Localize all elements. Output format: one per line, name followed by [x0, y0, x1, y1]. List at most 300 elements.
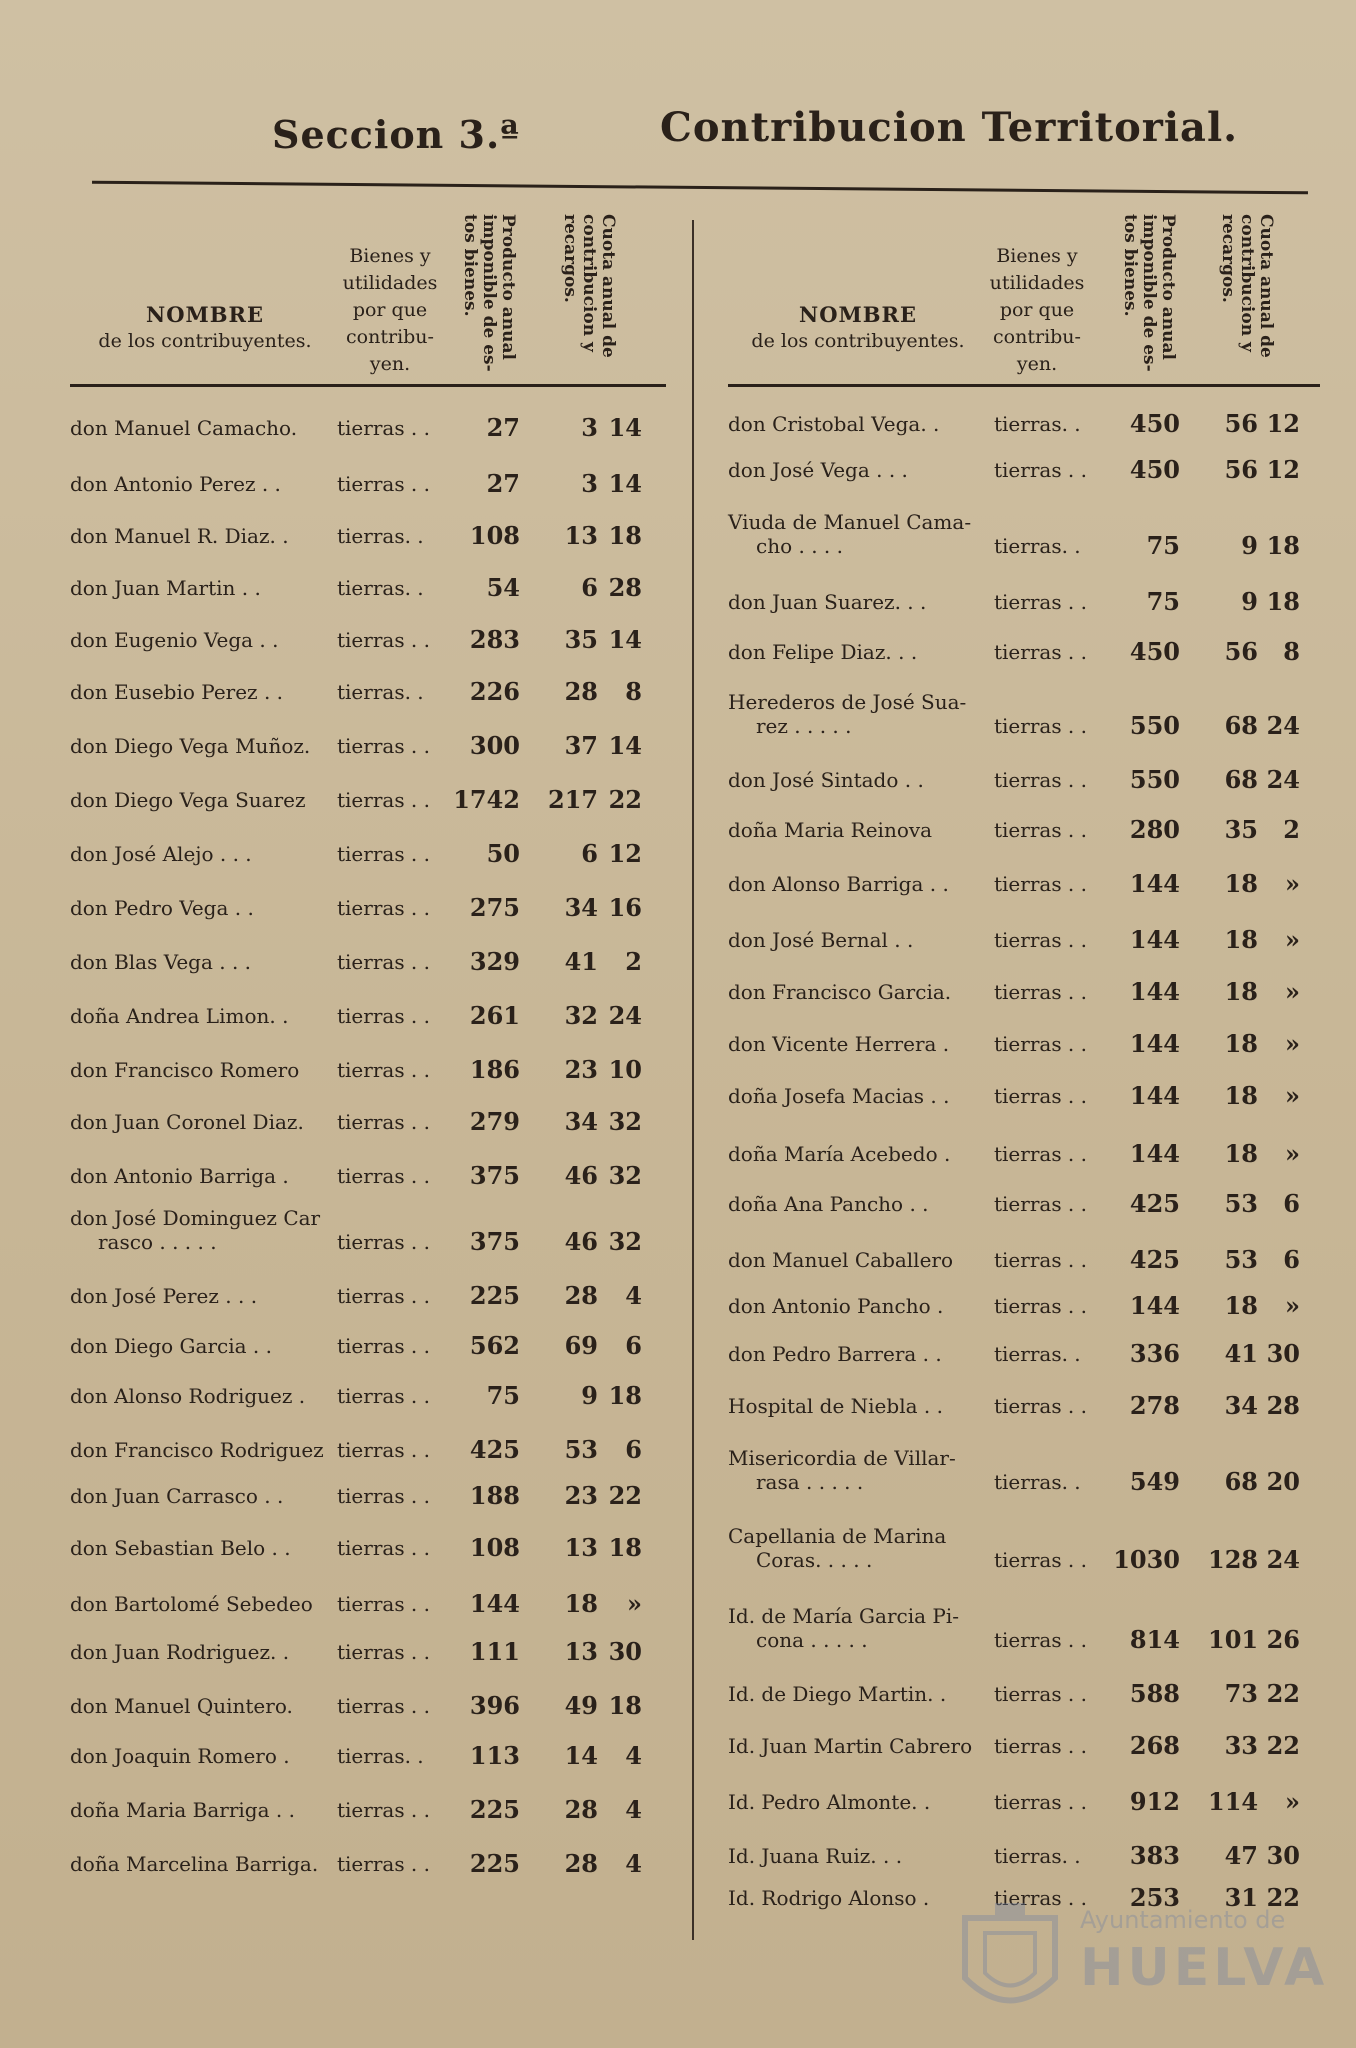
taxpayer-name	[728, 510, 971, 558]
quota-maravedis-cell: 8	[625, 677, 642, 706]
goods-cell: tierras . .	[337, 1004, 431, 1028]
quota-reales-cell: 9	[1241, 531, 1258, 560]
taxpayer-name-line: don José Vega . . .	[728, 458, 908, 482]
table-row	[70, 508, 666, 548]
product-column-header: Producto anual imponible de es-tos bienes.	[460, 214, 518, 372]
quota-reales-cell: 18	[1224, 869, 1258, 898]
table-row	[70, 772, 666, 812]
quota-reales-cell: 53	[564, 1435, 598, 1464]
taxpayer-name-line: Id. Rodrigo Alonso .	[728, 1886, 930, 1910]
goods-cell: tierras . .	[994, 1294, 1088, 1318]
quota-maravedis-cell: »	[1285, 1139, 1300, 1168]
quota-reales-cell: 68	[1224, 1467, 1258, 1496]
taxpayer-name	[70, 1110, 304, 1134]
taxpayer-name-line: don Alonso Barriga . .	[728, 872, 949, 896]
taxpayer-name	[70, 628, 278, 652]
quota-maravedis-cell: 26	[1266, 1625, 1300, 1654]
product-cell: 300	[469, 731, 520, 760]
header-rule	[92, 181, 1308, 195]
taxpayer-name	[728, 1294, 943, 1318]
table-row	[70, 612, 666, 652]
product-cell: 396	[469, 1691, 520, 1720]
product-cell: 1030	[1113, 1545, 1180, 1574]
product-cell: 75	[1146, 531, 1180, 560]
table-row	[70, 1520, 666, 1560]
taxpayer-name-line: don Alonso Rodriguez .	[70, 1384, 306, 1408]
quota-maravedis-cell: 18	[608, 521, 642, 550]
taxpayer-name	[728, 412, 939, 436]
taxpayer-name-line: don Juan Suarez. . .	[728, 590, 927, 614]
quota-maravedis-cell: 20	[1266, 1467, 1300, 1496]
taxpayer-name-line: don Sebastian Belo . .	[70, 1536, 291, 1560]
taxpayer-name-line: don José Dominguez Car	[70, 1206, 321, 1230]
taxpayer-name	[728, 1342, 942, 1366]
table-row	[728, 1446, 1320, 1496]
goods-cell: tierras . .	[337, 1852, 431, 1876]
taxpayer-name-line: don Eusebio Perez . .	[70, 680, 284, 704]
product-cell: 279	[469, 1107, 520, 1136]
quota-maravedis-cell: 6	[1283, 1245, 1300, 1274]
quota-reales-cell: 69	[564, 1331, 598, 1360]
product-cell: 226	[469, 677, 520, 706]
product-cell: 383	[1129, 1841, 1180, 1870]
goods-cell: tierras . .	[337, 1438, 431, 1462]
table-row	[728, 1278, 1320, 1318]
quota-reales-cell: 18	[1224, 1139, 1258, 1168]
taxpayer-name-line: don José Perez . . .	[70, 1284, 258, 1308]
quota-reales-cell: 68	[1224, 765, 1258, 794]
table-row	[728, 396, 1320, 436]
product-cell: 1742	[453, 785, 520, 814]
name-heading: NOMBRE	[146, 302, 264, 327]
goods-cell: tierras . .	[337, 1798, 431, 1822]
goods-heading-line: utilidades	[342, 272, 438, 294]
goods-cell: tierras . .	[337, 788, 431, 812]
goods-cell: tierras . .	[337, 1640, 431, 1664]
product-cell: 275	[469, 893, 520, 922]
product-cell: 261	[469, 1001, 520, 1030]
quota-reales-cell: 56	[1224, 637, 1258, 666]
table-row	[728, 1718, 1320, 1758]
taxpayer-name	[70, 1284, 257, 1308]
table-row	[70, 880, 666, 920]
quota-maravedis-cell: »	[1285, 925, 1300, 954]
product-cell: 549	[1129, 1467, 1180, 1496]
product-cell: 375	[469, 1227, 520, 1256]
taxpayer-name	[728, 1734, 972, 1758]
product-cell: 450	[1129, 409, 1180, 438]
product-cell: 225	[469, 1795, 520, 1824]
quota-maravedis-cell: 2	[625, 947, 642, 976]
quota-maravedis-cell: 22	[1266, 1679, 1300, 1708]
quota-maravedis-cell: 24	[1266, 711, 1300, 740]
quota-reales-cell: 18	[1224, 1029, 1258, 1058]
taxpayer-name	[70, 1438, 324, 1462]
goods-cell: tierras. .	[994, 1844, 1081, 1868]
product-cell: 225	[469, 1849, 520, 1878]
goods-cell: tierras. .	[337, 680, 424, 704]
table-row	[728, 1774, 1320, 1814]
taxpayer-name	[728, 818, 932, 842]
quota-maravedis-cell: »	[627, 1589, 642, 1618]
taxpayer-name	[728, 980, 951, 1004]
quota-reales-cell: 34	[564, 893, 598, 922]
name-subheading: de los contribuyentes.	[751, 330, 965, 352]
product-cell: 814	[1129, 1625, 1180, 1654]
goods-cell: tierras . .	[994, 640, 1088, 664]
taxpayer-name	[70, 524, 289, 548]
quota-maravedis-cell: 24	[1266, 765, 1300, 794]
quota-maravedis-cell: 4	[625, 1795, 642, 1824]
product-cell: 588	[1129, 1679, 1180, 1708]
taxpayer-name	[728, 928, 913, 952]
product-cell: 253	[1129, 1883, 1180, 1912]
taxpayer-name-line: don Eugenio Vega . .	[70, 628, 279, 652]
quota-maravedis-cell: 30	[608, 1637, 642, 1666]
goods-cell: tierras . .	[994, 1886, 1088, 1910]
goods-cell: tierras . .	[994, 1032, 1088, 1056]
product-cell: 425	[1129, 1245, 1180, 1274]
goods-cell: tierras . .	[994, 1790, 1088, 1814]
table-row	[728, 1068, 1320, 1108]
quota-maravedis-cell: »	[1285, 1029, 1300, 1058]
quota-reales-cell: 18	[564, 1589, 598, 1618]
quota-maravedis-cell: 28	[608, 573, 642, 602]
quota-maravedis-cell: 22	[608, 785, 642, 814]
taxpayer-name-line: don Antonio Pancho .	[728, 1294, 944, 1318]
quota-reales-cell: 37	[564, 731, 598, 760]
quota-reales-cell: 68	[1224, 711, 1258, 740]
table-row	[728, 1604, 1320, 1654]
goods-cell: tierras . .	[994, 928, 1088, 952]
goods-heading-line: por que	[352, 299, 428, 321]
taxpayer-name-line: rez . . . . .	[756, 714, 852, 738]
product-cell: 336	[1129, 1339, 1180, 1368]
quota-reales-cell: 6	[581, 573, 598, 602]
table-row	[728, 1828, 1320, 1868]
taxpayer-name	[728, 458, 908, 482]
product-cell: 108	[469, 1533, 520, 1562]
taxpayer-name	[728, 1682, 946, 1706]
goods-cell: tierras . .	[337, 1058, 431, 1082]
taxpayer-name	[728, 1524, 946, 1572]
quota-maravedis-cell: 2	[1283, 815, 1300, 844]
taxpayer-name-line: Coras. . . . .	[756, 1548, 873, 1572]
table-row	[70, 934, 666, 974]
table-row	[728, 1326, 1320, 1366]
taxpayer-name	[728, 1394, 943, 1418]
taxpayer-name	[728, 690, 966, 738]
goods-heading-line: utilidades	[989, 272, 1085, 294]
taxpayer-name	[70, 896, 254, 920]
quota-reales-cell: 46	[564, 1227, 598, 1256]
product-cell: 54	[486, 573, 520, 602]
goods-cell: tierras . .	[994, 714, 1088, 738]
goods-cell: tierras . .	[994, 1248, 1088, 1272]
quota-reales-cell: 9	[581, 1381, 598, 1410]
quota-maravedis-cell: 32	[608, 1161, 642, 1190]
name-heading: NOMBRE	[799, 302, 917, 327]
quota-column-header: Cuota anual de contribucion y recargos.	[1218, 214, 1276, 358]
goods-heading-line: contribu-	[346, 326, 434, 348]
taxpayer-name	[728, 1790, 930, 1814]
table-row	[728, 1524, 1320, 1574]
taxpayer-name-line: don Vicente Herrera .	[728, 1032, 950, 1056]
quota-reales-cell: 101	[1208, 1625, 1259, 1654]
product-cell: 329	[469, 947, 520, 976]
taxpayer-name	[728, 1886, 929, 1910]
quota-reales-cell: 35	[564, 625, 598, 654]
quota-reales-cell: 18	[1224, 1081, 1258, 1110]
table-row	[70, 1042, 666, 1082]
table-row	[728, 1666, 1320, 1706]
quota-reales-cell: 6	[581, 839, 598, 868]
taxpayer-name-line: Id. de Diego Martin. .	[728, 1682, 947, 1706]
taxpayer-name-line: don Pedro Vega . .	[70, 896, 254, 920]
watermark	[950, 1898, 1329, 2028]
taxpayer-name-line: cona . . . . .	[756, 1628, 868, 1652]
product-cell: 283	[469, 625, 520, 654]
product-cell: 144	[1129, 1029, 1180, 1058]
quota-reales-cell: 23	[564, 1481, 598, 1510]
taxpayer-name-line: Capellania de Marina	[728, 1524, 947, 1548]
taxpayer-name-line: Herederos de José Sua-	[728, 690, 967, 714]
name-column-header	[728, 302, 988, 354]
goods-cell: tierras . .	[337, 1384, 431, 1408]
quota-maravedis-cell: 8	[1283, 637, 1300, 666]
table-row	[70, 826, 666, 866]
coat-of-arms-icon	[950, 1898, 1070, 2028]
quota-maravedis-cell: 4	[625, 1281, 642, 1310]
taxpayer-name	[70, 1206, 320, 1254]
product-cell: 278	[1129, 1391, 1180, 1420]
taxpayer-name	[728, 1142, 950, 1166]
quota-maravedis-cell: 22	[1266, 1883, 1300, 1912]
quota-maravedis-cell: 28	[1266, 1391, 1300, 1420]
taxpayer-name-line: Id. de María Garcia Pi-	[728, 1604, 960, 1628]
quota-reales-cell: 3	[581, 413, 598, 442]
product-cell: 912	[1129, 1787, 1180, 1816]
quota-maravedis-cell: 24	[1266, 1545, 1300, 1574]
goods-cell: tierras . .	[337, 472, 431, 496]
taxpayer-name-line: don Francisco Rodriguez	[70, 1438, 324, 1462]
product-cell: 144	[1129, 1081, 1180, 1110]
goods-cell: tierras . .	[994, 590, 1088, 614]
quota-maravedis-cell: 30	[1266, 1841, 1300, 1870]
taxpayer-name	[70, 576, 261, 600]
product-cell: 144	[1129, 869, 1180, 898]
taxpayer-name	[70, 416, 297, 440]
product-cell: 144	[1129, 1291, 1180, 1320]
quota-reales-cell: 49	[564, 1691, 598, 1720]
quota-maravedis-cell: »	[1285, 1787, 1300, 1816]
table-row	[728, 574, 1320, 614]
taxpayer-name-line: don Juan Coronel Diaz.	[70, 1110, 304, 1134]
taxpayer-name-line: doña Marcelina Barriga.	[70, 1852, 319, 1876]
taxpayer-name-line: doña Maria Reinova	[728, 818, 933, 842]
table-row	[70, 664, 666, 704]
table-row	[728, 690, 1320, 740]
quota-maravedis-cell: 14	[608, 625, 642, 654]
goods-cell: tierras . .	[337, 1110, 431, 1134]
quota-maravedis-cell: 18	[608, 1381, 642, 1410]
taxpayer-name	[70, 1484, 283, 1508]
taxpayer-name-line: don Juan Carrasco . .	[70, 1484, 284, 1508]
product-cell: 144	[1129, 977, 1180, 1006]
quota-maravedis-cell: 30	[1266, 1339, 1300, 1368]
table-row	[70, 1782, 666, 1822]
name-subheading: de los contribuyentes.	[98, 330, 312, 352]
taxpayer-name-line: Misericordia de Villar-	[728, 1446, 956, 1470]
quota-reales-cell: 34	[1224, 1391, 1258, 1420]
goods-heading-line: yen.	[369, 353, 411, 375]
goods-cell: tierras . .	[994, 872, 1088, 896]
table-row	[728, 1126, 1320, 1166]
goods-heading-line: yen.	[1016, 353, 1058, 375]
product-cell: 186	[469, 1055, 520, 1084]
taxpayer-name-line: don Francisco Romero	[70, 1058, 300, 1082]
quota-reales-cell: 13	[564, 1637, 598, 1666]
product-cell: 144	[1129, 1139, 1180, 1168]
product-cell: 268	[1129, 1731, 1180, 1760]
quota-maravedis-cell: 14	[608, 413, 642, 442]
product-cell: 27	[486, 413, 520, 442]
table-row	[70, 1368, 666, 1408]
goods-cell: tierras . .	[994, 1548, 1088, 1572]
quota-maravedis-cell: »	[1285, 1291, 1300, 1320]
goods-cell: tierras . .	[994, 1628, 1088, 1652]
product-cell: 75	[1146, 587, 1180, 616]
product-cell: 562	[469, 1331, 520, 1360]
taxpayer-name-line: Id. Pedro Almonte. .	[728, 1790, 931, 1814]
taxpayer-name-line: doña Ana Pancho . .	[728, 1192, 929, 1216]
product-cell: 425	[1129, 1189, 1180, 1218]
taxpayer-name	[70, 1164, 289, 1188]
taxpayer-name	[728, 1604, 959, 1652]
table-row	[728, 856, 1320, 896]
quota-reales-cell: 28	[564, 1795, 598, 1824]
goods-cell: tierras . .	[994, 1192, 1088, 1216]
name-column-header	[70, 302, 340, 354]
product-cell: 111	[469, 1637, 520, 1666]
goods-cell: tierras. .	[337, 524, 424, 548]
right-table-header	[728, 200, 1320, 387]
quota-reales-cell: 28	[564, 1849, 598, 1878]
goods-cell: tierras . .	[337, 1284, 431, 1308]
taxpayer-name	[70, 1694, 293, 1718]
table-row	[70, 1836, 666, 1876]
taxpayer-name	[70, 1640, 289, 1664]
taxpayer-name-line: doña Andrea Limon. .	[70, 1004, 289, 1028]
quota-maravedis-cell: 18	[1266, 587, 1300, 616]
quota-maravedis-cell: 24	[608, 1001, 642, 1030]
quota-reales-cell: 34	[564, 1107, 598, 1136]
taxpayer-name-line: don Felipe Diaz. . .	[728, 640, 918, 664]
taxpayer-name-line: don Antonio Perez . .	[70, 472, 281, 496]
quota-reales-cell: 53	[1224, 1189, 1258, 1218]
quota-maravedis-cell: 6	[625, 1435, 642, 1464]
quota-maravedis-cell: »	[1285, 869, 1300, 898]
table-row	[728, 752, 1320, 792]
goods-cell: tierras . .	[994, 1142, 1088, 1166]
product-column-header: Producto anual imponible de es-tos bienes.	[1120, 214, 1178, 372]
quota-maravedis-cell: 6	[1283, 1189, 1300, 1218]
quota-maravedis-cell: 16	[608, 893, 642, 922]
goods-cell: tierras . .	[994, 458, 1088, 482]
product-cell: 75	[486, 1381, 520, 1410]
taxpayer-name-line: doña Josefa Macias . .	[728, 1084, 950, 1108]
goods-cell: tierras . .	[337, 1230, 431, 1254]
taxpayer-name-line: don Diego Vega Muñoz.	[70, 734, 311, 758]
table-row	[70, 718, 666, 758]
quota-reales-cell: 46	[564, 1161, 598, 1190]
goods-cell: tierras. .	[994, 534, 1081, 558]
product-cell: 425	[469, 1435, 520, 1464]
quota-maravedis-cell: 12	[1266, 409, 1300, 438]
quota-reales-cell: 41	[564, 947, 598, 976]
quota-reales-cell: 47	[1224, 1841, 1258, 1870]
table-row	[728, 1016, 1320, 1056]
taxpayer-name-line: doña Maria Barriga . .	[70, 1798, 295, 1822]
quota-maravedis-cell: 18	[608, 1691, 642, 1720]
table-row	[728, 912, 1320, 952]
taxpayer-name-line: don Blas Vega . . .	[70, 950, 252, 974]
column-divider	[692, 220, 694, 1940]
goods-cell: tierras . .	[994, 818, 1088, 842]
taxpayer-name-line: don Manuel Camacho.	[70, 416, 298, 440]
goods-column-header	[325, 243, 455, 378]
goods-cell: tierras. .	[337, 576, 424, 600]
quota-reales-cell: 28	[564, 677, 598, 706]
product-cell: 280	[1129, 815, 1180, 844]
taxpayer-name	[728, 1446, 956, 1494]
page-header	[0, 100, 1356, 170]
taxpayer-name-line: doña María Acebedo .	[728, 1142, 951, 1166]
taxpayer-name-line: cho . . . .	[756, 534, 843, 558]
table-row	[70, 1422, 666, 1462]
taxpayer-name-line: don Juan Rodriguez. .	[70, 1640, 290, 1664]
quota-reales-cell: 28	[564, 1281, 598, 1310]
product-cell: 113	[469, 1741, 520, 1770]
product-cell: 450	[1129, 637, 1180, 666]
table-row	[70, 1318, 666, 1358]
taxpayer-name	[70, 1744, 290, 1768]
taxpayer-name	[70, 1058, 299, 1082]
goods-cell: tierras . .	[994, 1084, 1088, 1108]
quota-reales-cell: 3	[581, 469, 598, 498]
quota-reales-cell: 18	[1224, 1291, 1258, 1320]
taxpayer-name-line: don Bartolomé Sebedeo	[70, 1592, 313, 1616]
table-row	[728, 624, 1320, 664]
taxpayer-name	[728, 1084, 949, 1108]
goods-cell: tierras. .	[994, 1470, 1081, 1494]
taxpayer-name	[70, 788, 306, 812]
product-cell: 144	[469, 1589, 520, 1618]
product-cell: 50	[486, 839, 520, 868]
left-table	[70, 200, 666, 1878]
goods-cell: tierras . .	[994, 768, 1088, 792]
taxpayer-name-line: Id. Juana Ruiz. . .	[728, 1844, 903, 1868]
table-row	[70, 1576, 666, 1616]
goods-cell: tierras . .	[337, 1536, 431, 1560]
taxpayer-name	[728, 1844, 902, 1868]
quota-maravedis-cell: 22	[608, 1481, 642, 1510]
goods-column-header	[972, 243, 1102, 378]
taxpayer-name	[70, 1592, 313, 1616]
goods-cell: tierras . .	[337, 1164, 431, 1188]
taxpayer-name-line: rasa . . . . .	[756, 1470, 864, 1494]
quota-maravedis-cell: 22	[1266, 1731, 1300, 1760]
